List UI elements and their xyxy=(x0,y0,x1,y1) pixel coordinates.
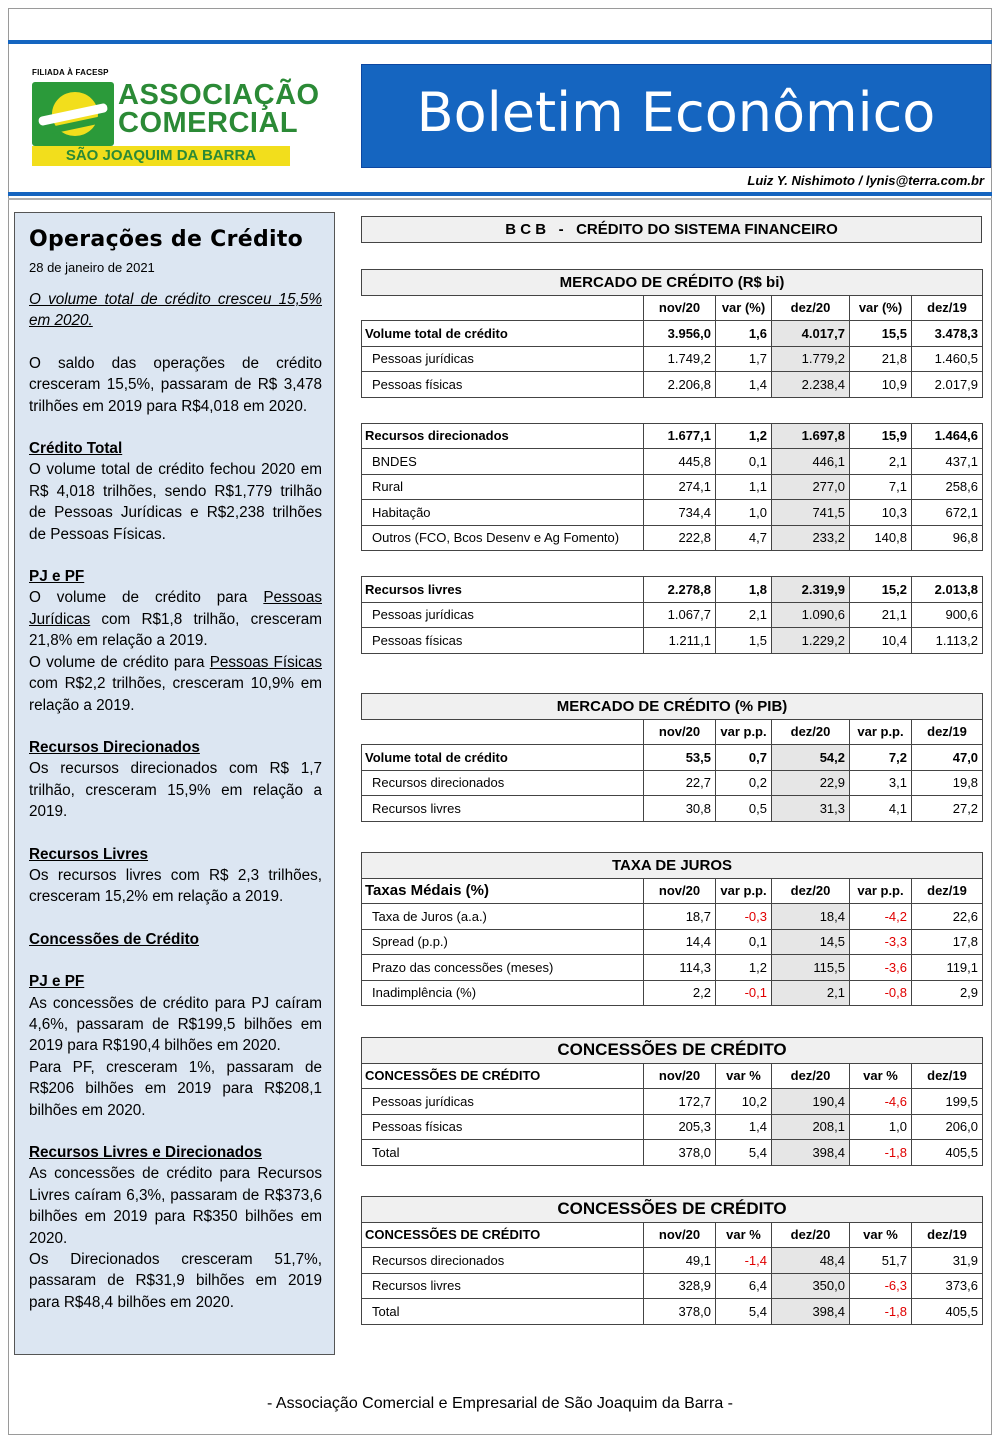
column-header: dez/20 xyxy=(772,719,850,745)
cell-value: 140,8 xyxy=(850,525,912,551)
table-header-row xyxy=(362,878,983,904)
cell-value: 1,0 xyxy=(850,1114,912,1140)
column-header: nov/20 xyxy=(644,1063,716,1089)
table-row xyxy=(362,955,983,981)
table-taxa-juros xyxy=(361,852,983,1006)
footer: - Associação Comercial e Empresarial de São Joaquim da Barra - xyxy=(267,1395,733,1412)
column-header: dez/19 xyxy=(912,1063,983,1089)
cell-value: 0,1 xyxy=(716,449,772,475)
cell-value: 4.017,7 xyxy=(772,321,850,347)
cell-value: 277,0 xyxy=(772,474,850,500)
table-row xyxy=(362,1299,983,1325)
cell-value: 1.090,6 xyxy=(772,602,850,628)
cell-value: 51,7 xyxy=(850,1248,912,1274)
row-label: Pessoas físicas xyxy=(362,1114,644,1140)
cell-value: 734,4 xyxy=(644,500,716,526)
cell-value: 1,0 xyxy=(716,500,772,526)
column-header: var p.p. xyxy=(716,878,772,904)
column-header: nov/20 xyxy=(644,719,716,745)
heading-conc-livres-dir: Recursos Livres e Direcionados xyxy=(29,1144,262,1161)
column-header-label xyxy=(362,295,644,321)
cell-value: 47,0 xyxy=(912,745,983,771)
cell-value: 21,8 xyxy=(850,346,912,372)
table-row xyxy=(362,745,983,771)
table-title: MERCADO DE CRÉDITO (R$ bi) xyxy=(362,270,983,296)
column-header: dez/20 xyxy=(772,1063,850,1089)
cell-value: 0,2 xyxy=(716,770,772,796)
table-concessoes-recursos xyxy=(361,1196,983,1325)
cell-value: 27,2 xyxy=(912,796,983,822)
row-label: Total xyxy=(362,1299,644,1325)
cell-value: 1.067,7 xyxy=(644,602,716,628)
cell-value: 1,2 xyxy=(716,955,772,981)
column-header: dez/19 xyxy=(912,878,983,904)
cell-value: 233,2 xyxy=(772,525,850,551)
cell-value: 31,9 xyxy=(912,1248,983,1274)
column-header: var (%) xyxy=(716,295,772,321)
cell-value: 2.238,4 xyxy=(772,372,850,398)
cell-value: 2.017,9 xyxy=(912,372,983,398)
logo-name-line1: ASSOCIAÇÃO xyxy=(118,79,320,111)
cell-value: 1,6 xyxy=(716,321,772,347)
sidebar-intro: O saldo das operações de crédito cresceram 15,5%, passaram de R$ 3,478 trilhões em 2019 para R$4,018 em 2020. xyxy=(29,354,322,415)
row-label: Rural xyxy=(362,474,644,500)
cell-value: 15,2 xyxy=(850,577,912,603)
row-label: Volume total de crédito xyxy=(362,745,644,771)
spacer-row xyxy=(362,551,983,577)
bulletin-banner xyxy=(361,64,991,168)
cell-value: -0,1 xyxy=(716,980,772,1006)
table-title: CONCESSÕES DE CRÉDITO xyxy=(362,1038,983,1064)
column-header: dez/19 xyxy=(912,1222,983,1248)
cell-value: -4,6 xyxy=(850,1089,912,1115)
cell-value: 22,6 xyxy=(912,904,983,930)
cell-value: 96,8 xyxy=(912,525,983,551)
cell-value: 222,8 xyxy=(644,525,716,551)
cell-value: 1.460,5 xyxy=(912,346,983,372)
cell-value: 1,4 xyxy=(716,372,772,398)
cell-value: 22,7 xyxy=(644,770,716,796)
text-recursos-direcionados: Os recursos direcionados com R$ 1,7 trilhão, cresceram 15,9% em relação a 2019. xyxy=(29,760,322,821)
cell-value: -4,2 xyxy=(850,904,912,930)
row-label: Habitação xyxy=(362,500,644,526)
table-row xyxy=(362,449,983,475)
logo-name-line2: COMERCIAL xyxy=(118,107,299,139)
table-title-row xyxy=(362,1038,983,1064)
text-recursos-livres: Os recursos livres com R$ 2,3 trilhões, cresceram 15,2% em relação a 2019. xyxy=(29,866,322,906)
cell-value: 398,4 xyxy=(772,1140,850,1166)
cell-value: 10,9 xyxy=(850,372,912,398)
cell-value: 1.697,8 xyxy=(772,423,850,449)
cell-value: 405,5 xyxy=(912,1140,983,1166)
spacer-cell xyxy=(362,397,983,423)
table-title: TAXA DE JUROS xyxy=(362,853,983,879)
cell-value: 14,4 xyxy=(644,929,716,955)
cell-value: 0,7 xyxy=(716,745,772,771)
column-header: nov/20 xyxy=(644,1222,716,1248)
cell-value: 53,5 xyxy=(644,745,716,771)
bcb-title: B C B - CRÉDITO DO SISTEMA FINANCEIRO xyxy=(361,216,982,243)
sidebar-date: 28 de janeiro de 2021 xyxy=(29,260,155,275)
cell-value: 205,3 xyxy=(644,1114,716,1140)
cell-value: 1,8 xyxy=(716,577,772,603)
column-header: dez/20 xyxy=(772,878,850,904)
heading-credito-total: Crédito Total xyxy=(29,440,123,458)
cell-value: -1,4 xyxy=(716,1248,772,1274)
cell-value: 437,1 xyxy=(912,449,983,475)
heading-pj-pf: PJ e PF xyxy=(29,568,85,586)
cell-value: 10,4 xyxy=(850,628,912,654)
row-label: Prazo das concessões (meses) xyxy=(362,955,644,981)
cell-value: 119,1 xyxy=(912,955,983,981)
sidebar-lead: O volume total de crédito cresceu 15,5% em 2020. xyxy=(29,291,322,330)
row-label: Pessoas jurídicas xyxy=(362,1089,644,1115)
row-label: Pessoas jurídicas xyxy=(362,346,644,372)
row-label: Pessoas físicas xyxy=(362,628,644,654)
heading-concessoes: Concessões de Crédito xyxy=(29,930,200,948)
cell-value: 2,1 xyxy=(716,602,772,628)
cell-value: 2,9 xyxy=(912,980,983,1006)
row-label: Recursos livres xyxy=(362,1273,644,1299)
top-rule xyxy=(8,40,992,44)
cell-value: 1,1 xyxy=(716,474,772,500)
cell-value: 7,2 xyxy=(850,745,912,771)
column-header: var p.p. xyxy=(716,719,772,745)
cell-value: 4,1 xyxy=(850,796,912,822)
column-header-label: Taxas Médais (%) xyxy=(362,878,644,904)
logo-city: SÃO JOAQUIM DA BARRA xyxy=(32,146,290,166)
table-row xyxy=(362,525,983,551)
table-header-row xyxy=(362,295,983,321)
cell-value: 1.229,2 xyxy=(772,628,850,654)
cell-value: 18,7 xyxy=(644,904,716,930)
column-header: dez/19 xyxy=(912,295,983,321)
column-header: nov/20 xyxy=(644,878,716,904)
cell-value: 446,1 xyxy=(772,449,850,475)
logo-emblem-icon xyxy=(32,82,114,146)
text-conc-dir: Os Direcionados cresceram 51,7%, passaram de R$31,9 bilhões em 2019 para R$48,4 bilhões em 2020. xyxy=(29,1251,322,1311)
sidebar-title: Operações de Crédito xyxy=(29,227,304,252)
header-rule xyxy=(8,192,992,196)
cell-value: 31,3 xyxy=(772,796,850,822)
heading-conc-pj-pf: PJ e PF xyxy=(29,973,85,991)
table-row xyxy=(362,500,983,526)
table-row xyxy=(362,372,983,398)
column-header: var (%) xyxy=(850,295,912,321)
cell-value: 378,0 xyxy=(644,1299,716,1325)
row-label: BNDES xyxy=(362,449,644,475)
cell-value: 445,8 xyxy=(644,449,716,475)
table-mercado-credito-bi xyxy=(361,269,983,654)
row-label: Taxa de Juros (a.a.) xyxy=(362,904,644,930)
table-header-row xyxy=(362,1222,983,1248)
table-mercado-credito-pib xyxy=(361,693,983,822)
cell-value: 49,1 xyxy=(644,1248,716,1274)
cell-value: 0,5 xyxy=(716,796,772,822)
author-credit: Luiz Y. Nishimoto / lynis@terra.com.br xyxy=(747,173,984,188)
cell-value: 2.319,9 xyxy=(772,577,850,603)
cell-value: 15,9 xyxy=(850,423,912,449)
bulletin-title: Boletim Econômico xyxy=(416,81,936,144)
cell-value: 350,0 xyxy=(772,1273,850,1299)
cell-value: 328,9 xyxy=(644,1273,716,1299)
table-row xyxy=(362,1114,983,1140)
cell-value: 1.464,6 xyxy=(912,423,983,449)
cell-value: 672,1 xyxy=(912,500,983,526)
cell-value: 10,2 xyxy=(716,1089,772,1115)
cell-value: 7,1 xyxy=(850,474,912,500)
table-row xyxy=(362,796,983,822)
cell-value: 274,1 xyxy=(644,474,716,500)
cell-value: -1,8 xyxy=(850,1140,912,1166)
column-header: dez/19 xyxy=(912,719,983,745)
cell-value: 19,8 xyxy=(912,770,983,796)
row-label: Inadimplência (%) xyxy=(362,980,644,1006)
cell-value: 5,4 xyxy=(716,1299,772,1325)
cell-value: 17,8 xyxy=(912,929,983,955)
heading-recursos-direcionados: Recursos Direcionados xyxy=(29,738,200,756)
text-conc-pj: As concessões de crédito para PJ caíram 4,6%, passaram de R$199,5 bilhões em 2019 para R$190,4 bilhões em 2020. xyxy=(29,994,322,1055)
table-title-row xyxy=(362,1197,983,1223)
table-row xyxy=(362,346,983,372)
cell-value: 2.013,8 xyxy=(912,577,983,603)
cell-value: 1.779,2 xyxy=(772,346,850,372)
cell-value: 206,0 xyxy=(912,1114,983,1140)
cell-value: 1.211,1 xyxy=(644,628,716,654)
cell-value: 2.206,8 xyxy=(644,372,716,398)
table-row xyxy=(362,1248,983,1274)
row-label: Recursos direcionados xyxy=(362,1248,644,1274)
cell-value: 48,4 xyxy=(772,1248,850,1274)
cell-value: 5,4 xyxy=(716,1140,772,1166)
table-title: MERCADO DE CRÉDITO (% PIB) xyxy=(362,694,983,720)
column-header: var p.p. xyxy=(850,878,912,904)
column-header-label: CONCESSÕES DE CRÉDITO xyxy=(362,1222,644,1248)
cell-value: 199,5 xyxy=(912,1089,983,1115)
table-concessoes-pessoas xyxy=(361,1037,983,1166)
table-row xyxy=(362,474,983,500)
cell-value: 3,1 xyxy=(850,770,912,796)
cell-value: 208,1 xyxy=(772,1114,850,1140)
cell-value: 373,6 xyxy=(912,1273,983,1299)
cell-value: 2,1 xyxy=(772,980,850,1006)
text-conc-livres: As concessões de crédito para Recursos Livres caíram 6,3%, passaram de R$373,6 bilhões em 2019 para R$350 bilhões em 2020. xyxy=(29,1165,322,1247)
cell-value: 1,7 xyxy=(716,346,772,372)
table-row xyxy=(362,321,983,347)
sidebar-summary xyxy=(14,212,335,1355)
cell-value: 378,0 xyxy=(644,1140,716,1166)
cell-value: 2.278,8 xyxy=(644,577,716,603)
table-title-row xyxy=(362,270,983,296)
table-row xyxy=(362,1273,983,1299)
cell-value: 10,3 xyxy=(850,500,912,526)
header-rule-grey xyxy=(8,198,992,200)
cell-value: 14,5 xyxy=(772,929,850,955)
column-header: var % xyxy=(850,1063,912,1089)
table-title-row xyxy=(362,694,983,720)
cell-value: 1,4 xyxy=(716,1114,772,1140)
association-logo xyxy=(30,68,320,168)
cell-value: 54,2 xyxy=(772,745,850,771)
table-row xyxy=(362,602,983,628)
table-row xyxy=(362,577,983,603)
table-row xyxy=(362,770,983,796)
cell-value: 900,6 xyxy=(912,602,983,628)
column-header: var p.p. xyxy=(850,719,912,745)
text-pf: O volume de crédito para Pessoas Físicas com R$2,2 trilhões, cresceram 10,9% em relação a 2019. xyxy=(29,653,322,714)
column-header-label: CONCESSÕES DE CRÉDITO xyxy=(362,1063,644,1089)
cell-value: 6,4 xyxy=(716,1273,772,1299)
cell-value: 190,4 xyxy=(772,1089,850,1115)
column-header-label xyxy=(362,719,644,745)
cell-value: 15,5 xyxy=(850,321,912,347)
cell-value: 1.677,1 xyxy=(644,423,716,449)
row-label: Total xyxy=(362,1140,644,1166)
column-header: var % xyxy=(716,1063,772,1089)
cell-value: -1,8 xyxy=(850,1299,912,1325)
cell-value: 2,2 xyxy=(644,980,716,1006)
cell-value: 741,5 xyxy=(772,500,850,526)
column-header: dez/20 xyxy=(772,295,850,321)
cell-value: 3.478,3 xyxy=(912,321,983,347)
cell-value: -3,6 xyxy=(850,955,912,981)
row-label: Recursos livres xyxy=(362,577,644,603)
table-title: CONCESSÕES DE CRÉDITO xyxy=(362,1197,983,1223)
cell-value: 1.113,2 xyxy=(912,628,983,654)
cell-value: 2,1 xyxy=(850,449,912,475)
cell-value: 18,4 xyxy=(772,904,850,930)
table-row xyxy=(362,929,983,955)
row-label: Recursos livres xyxy=(362,796,644,822)
cell-value: 258,6 xyxy=(912,474,983,500)
cell-value: 0,1 xyxy=(716,929,772,955)
column-header: dez/20 xyxy=(772,1222,850,1248)
text-conc-pf: Para PF, cresceram 1%, passaram de R$206 bilhões em 2019 para R$208,1 bilhões em 2020. xyxy=(29,1058,322,1119)
cell-value: 3.956,0 xyxy=(644,321,716,347)
cell-value: 4,7 xyxy=(716,525,772,551)
row-label: Pessoas físicas xyxy=(362,372,644,398)
column-header: var % xyxy=(716,1222,772,1248)
cell-value: 1,2 xyxy=(716,423,772,449)
cell-value: 1,5 xyxy=(716,628,772,654)
table-header-row xyxy=(362,719,983,745)
table-header-row xyxy=(362,1063,983,1089)
table-row xyxy=(362,1140,983,1166)
row-label: Pessoas jurídicas xyxy=(362,602,644,628)
row-label: Outros (FCO, Bcos Desenv e Ag Fomento) xyxy=(362,525,644,551)
cell-value: 30,8 xyxy=(644,796,716,822)
heading-recursos-livres: Recursos Livres xyxy=(29,845,149,863)
row-label: Recursos direcionados xyxy=(362,770,644,796)
cell-value: 405,5 xyxy=(912,1299,983,1325)
cell-value: -3,3 xyxy=(850,929,912,955)
table-row xyxy=(362,423,983,449)
cell-value: 21,1 xyxy=(850,602,912,628)
spacer-cell xyxy=(362,551,983,577)
cell-value: 1.749,2 xyxy=(644,346,716,372)
table-row xyxy=(362,628,983,654)
table-title-row xyxy=(362,853,983,879)
row-label: Recursos direcionados xyxy=(362,423,644,449)
spacer-row xyxy=(362,397,983,423)
logo-affiliation: FILIADA À FACESP xyxy=(32,68,109,77)
cell-value: 115,5 xyxy=(772,955,850,981)
cell-value: -6,3 xyxy=(850,1273,912,1299)
row-label: Volume total de crédito xyxy=(362,321,644,347)
cell-value: 398,4 xyxy=(772,1299,850,1325)
cell-value: 114,3 xyxy=(644,955,716,981)
cell-value: -0,3 xyxy=(716,904,772,930)
cell-value: -0,8 xyxy=(850,980,912,1006)
text-credito-total: O volume total de crédito fechou 2020 em R$ 4,018 trilhões, sendo R$1,779 trilhão de Pessoas Jurídicas e R$2,238 trilhões de Pessoas Físicas. xyxy=(29,461,322,543)
table-row xyxy=(362,1089,983,1115)
cell-value: 172,7 xyxy=(644,1089,716,1115)
table-row xyxy=(362,980,983,1006)
row-label: Spread (p.p.) xyxy=(362,929,644,955)
table-row xyxy=(362,904,983,930)
column-header: nov/20 xyxy=(644,295,716,321)
text-pj: O volume de crédito para Pessoas Jurídicas com R$1,8 trilhão, cresceram 21,8% em relação a 2019. xyxy=(29,589,322,650)
cell-value: 22,9 xyxy=(772,770,850,796)
column-header: var % xyxy=(850,1222,912,1248)
